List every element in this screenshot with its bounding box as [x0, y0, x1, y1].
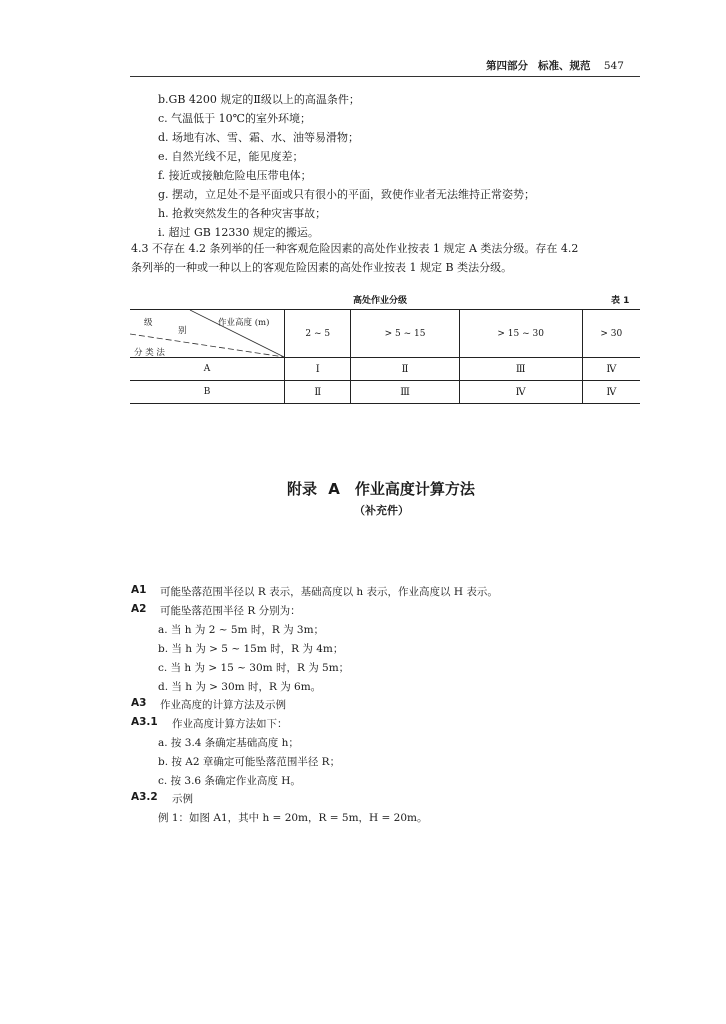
para-4-3-line2: 条列举的一种或一种以上的客观危险因素的高处作业按表 1 规定 B 类法分级。	[131, 261, 513, 274]
list-item: b. 按 A2 章确定可能坠落范围半径 R；	[158, 756, 341, 768]
row-method: A	[130, 358, 285, 381]
page-header	[486, 58, 624, 73]
list-item: c. 按 3.6 条确定作业高度 H。	[158, 775, 301, 787]
table-cell: Ⅱ	[351, 358, 459, 381]
table-cell: Ⅱ	[285, 381, 351, 404]
list-item: h. 抢救突然发生的各种灾害事故；	[158, 207, 327, 220]
column-header: 2 ~ 5	[285, 310, 351, 358]
header-diff-label: 别	[178, 326, 187, 336]
column-header: > 30	[582, 310, 640, 358]
header-section: 标准、规范	[538, 60, 591, 72]
page-number: 547	[603, 60, 624, 72]
diagonal-header-cell	[130, 310, 285, 358]
column-header: > 15 ~ 30	[459, 310, 582, 358]
header-grade-label: 级	[144, 318, 153, 328]
para-4-3-line1: 4.3 不存在 4.2 条列举的任一种客观危险因素的高处作业按表 1 规定 A 类法分级。存在 4.2	[131, 242, 579, 255]
column-header: > 5 ~ 15	[351, 310, 459, 358]
table-row	[130, 381, 640, 404]
list-item: b. 当 h 为 > 5 ~ 15m 时，R 为 4m；	[158, 643, 344, 655]
list-item: a. 按 3.4 条确定基础高度 h；	[158, 737, 299, 749]
table-caption: 高处作业分级	[353, 296, 408, 306]
clause-a32-text: 示例	[172, 793, 193, 805]
table-cell: Ⅲ	[351, 381, 459, 404]
table-cell: Ⅳ	[582, 381, 640, 404]
header-height-label: 作业高度 (m)	[218, 318, 270, 328]
header-part: 第四部分	[486, 60, 528, 72]
table-cell: Ⅳ	[582, 358, 640, 381]
clause-a31-text: 作业高度计算方法如下：	[172, 718, 288, 730]
grading-table	[130, 309, 640, 404]
list-item: g. 摆动，立足处不是平面或只有很小的平面，致使作业者无法维持正常姿势；	[158, 188, 536, 201]
clause-a3-label: A3	[131, 697, 147, 709]
list-item: c. 气温低于 10℃的室外环境；	[158, 112, 311, 125]
list-item: d. 场地有冰、雪、霜、水、油等易滑物；	[158, 131, 360, 144]
list-item: b.GB 4200 规定的Ⅱ级以上的高温条件；	[158, 93, 360, 106]
appendix-subtitle: （补充件）	[354, 504, 409, 517]
list-item: i. 超过 GB 12330 规定的搬运。	[158, 226, 319, 239]
clause-a2-label: A2	[131, 603, 147, 615]
list-item: e. 自然光线不足，能见度差；	[158, 150, 304, 163]
table-cell: Ⅲ	[459, 358, 582, 381]
table-number: 表 1	[611, 296, 630, 306]
header-rule	[130, 76, 640, 77]
table-cell: Ⅳ	[459, 381, 582, 404]
list-item: f. 接近或接触危险电压带电体；	[158, 169, 312, 182]
header-method-label: 分 类 法	[134, 348, 165, 358]
table-header-row	[130, 310, 640, 358]
example-text: 例 1：如图 A1，其中 h = 20m，R = 5m，H = 20m。	[158, 812, 428, 824]
clause-a32-label: A3.2	[131, 791, 158, 803]
table-cell: Ⅰ	[285, 358, 351, 381]
clause-a1-text: 可能坠落范围半径以 R 表示，基础高度以 h 表示，作业高度以 H 表示。	[160, 586, 498, 598]
row-method: B	[130, 381, 285, 404]
list-item: d. 当 h 为 > 30m 时，R 为 6m。	[158, 681, 322, 693]
list-item: c. 当 h 为 > 15 ~ 30m 时，R 为 5m；	[158, 662, 350, 674]
appendix-title: 附录 A 作业高度计算方法	[287, 480, 475, 498]
clause-a1-label: A1	[131, 584, 147, 596]
clause-a31-label: A3.1	[131, 716, 158, 728]
clause-a2-text: 可能坠落范围半径 R 分别为：	[160, 605, 301, 617]
clause-a3-text: 作业高度的计算方法及示例	[160, 699, 286, 711]
table-row	[130, 358, 640, 381]
list-item: a. 当 h 为 2 ~ 5m 时，R 为 3m；	[158, 624, 325, 636]
